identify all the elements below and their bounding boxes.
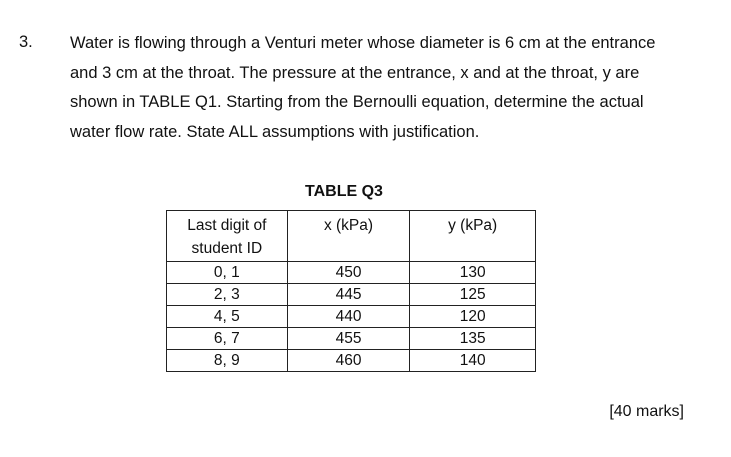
cell-x: 450 xyxy=(287,262,410,284)
marks-label: [40 marks] xyxy=(609,403,684,420)
table-title: TABLE Q3 xyxy=(305,183,383,200)
question-number: 3. xyxy=(19,33,33,51)
question-text xyxy=(70,29,720,148)
table-header-row xyxy=(167,211,536,262)
question-line: Water is flowing through a Venturi meter whose diameter is 6 cm at the entrance xyxy=(70,34,656,52)
question-line: and 3 cm at the throat. The pressure at the entrance, x and at the throat, y are xyxy=(70,63,640,82)
question-line: shown in TABLE Q1. Starting from the Bernoulli equation, determine the actual xyxy=(70,93,644,112)
cell-x: 445 xyxy=(287,284,410,306)
table-row xyxy=(167,262,536,284)
header-y: y (kPa) xyxy=(410,211,536,262)
header-x: x (kPa) xyxy=(287,211,410,262)
cell-y: 130 xyxy=(410,262,536,284)
cell-digit: 8, 9 xyxy=(167,350,288,372)
cell-x: 460 xyxy=(287,350,410,372)
header-student-id: Last digit of student ID xyxy=(167,211,288,262)
question-line: water flow rate. State ALL assumptions with justification. xyxy=(70,123,480,142)
cell-y: 120 xyxy=(410,306,536,328)
cell-digit: 0, 1 xyxy=(167,262,288,284)
cell-y: 125 xyxy=(410,284,536,306)
cell-y: 140 xyxy=(410,350,536,372)
table-row xyxy=(167,328,536,350)
cell-digit: 2, 3 xyxy=(167,284,288,306)
cell-x: 440 xyxy=(287,306,410,328)
cell-digit: 6, 7 xyxy=(167,328,288,350)
table-row xyxy=(167,350,536,372)
data-table xyxy=(166,210,536,372)
cell-y: 135 xyxy=(410,328,536,350)
table-row xyxy=(167,284,536,306)
table-row xyxy=(167,306,536,328)
cell-x: 455 xyxy=(287,328,410,350)
cell-digit: 4, 5 xyxy=(167,306,288,328)
